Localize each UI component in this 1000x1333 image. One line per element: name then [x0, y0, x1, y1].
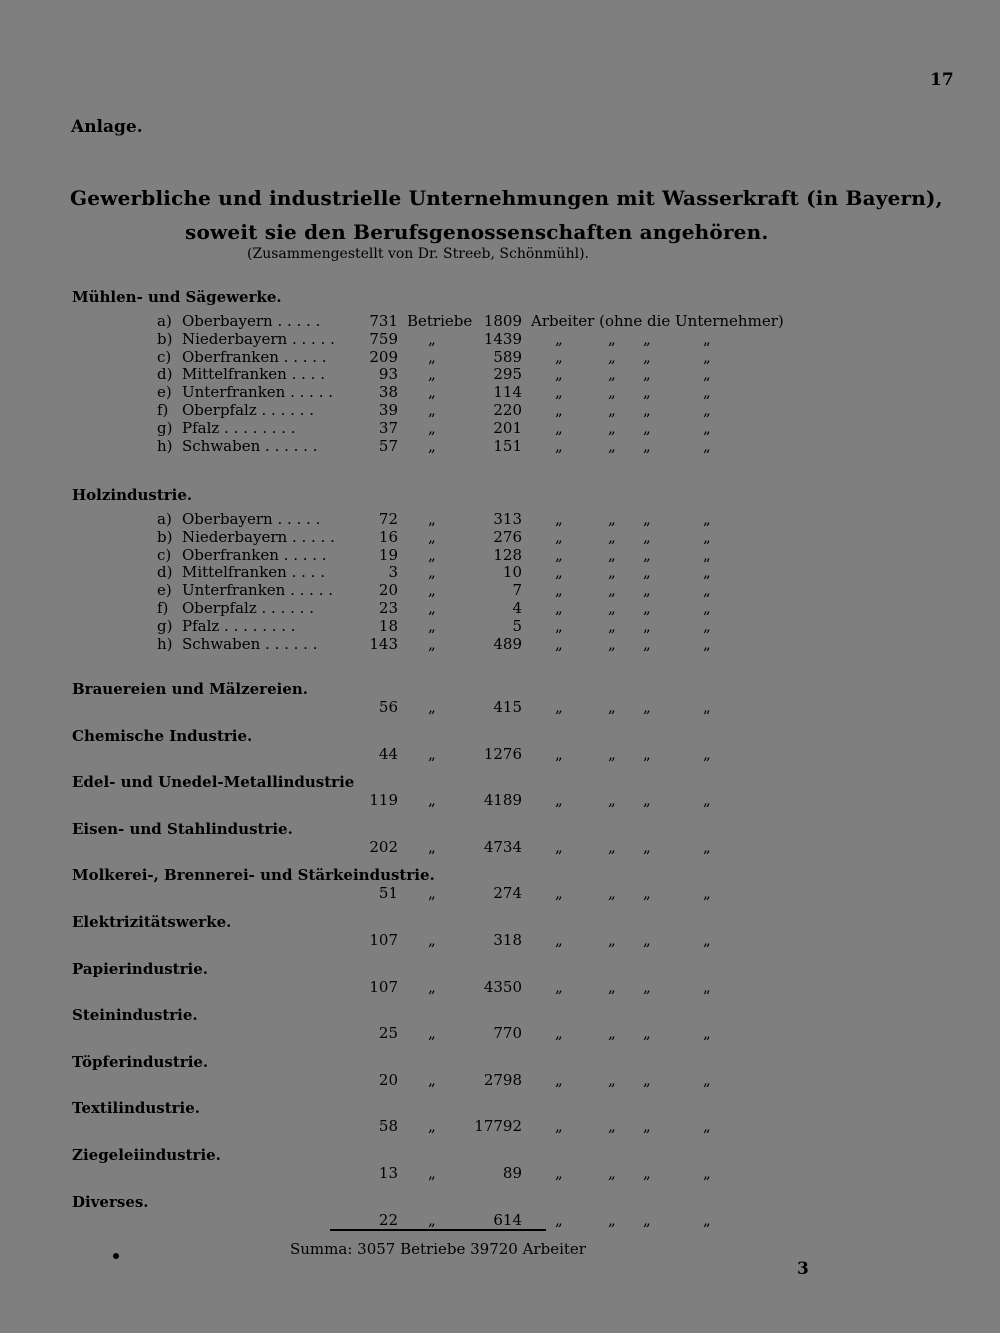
- ditto-mark: „: [703, 744, 711, 763]
- region-name: Pfalz . . . . . . . .: [182, 418, 296, 437]
- ditto-mark: „: [643, 1164, 651, 1182]
- region-name: Oberbayern . . . . .: [182, 510, 321, 528]
- ditto-mark: „: [643, 698, 651, 716]
- ditto-mark: „: [703, 1070, 711, 1089]
- arbeiter-value: 1439: [483, 329, 522, 348]
- betriebe-value: 209: [369, 347, 398, 366]
- ditto-mark: „: [555, 837, 563, 856]
- ditto-mark: „: [703, 365, 711, 384]
- ditto-mark: „: [428, 365, 436, 384]
- ditto-mark: „: [608, 698, 616, 716]
- arbeiter-value: 7: [512, 581, 522, 600]
- region-name: Schwaben . . . . . .: [182, 634, 318, 653]
- table-row: [0, 383, 1000, 401]
- industry-heading: Töpferindustrie.: [72, 1052, 209, 1071]
- row-letter: d): [157, 563, 173, 582]
- arbeiter-value: 295: [493, 365, 522, 384]
- ditto-mark: „: [428, 884, 436, 903]
- ditto-mark: „: [643, 581, 651, 600]
- region-name: Unterfranken . . . . .: [182, 581, 334, 600]
- ditto-mark: „: [555, 1117, 563, 1136]
- arbeiter-value: 415: [493, 698, 522, 716]
- ditto-mark: „: [608, 884, 616, 903]
- region-name: Mittelfranken . . . .: [182, 365, 325, 384]
- ditto-mark: „: [608, 837, 616, 856]
- table-row: [0, 1071, 1000, 1089]
- betriebe-value: 107: [369, 977, 398, 996]
- betriebe-value: 202: [369, 837, 398, 856]
- region-name: Niederbayern . . . . .: [182, 527, 335, 546]
- betriebe-value: 20: [378, 1070, 398, 1089]
- region-name: Unterfranken . . . . .: [182, 383, 334, 402]
- arbeiter-value: 114: [493, 383, 522, 402]
- ditto-mark: „: [428, 581, 436, 600]
- ditto-mark: „: [428, 931, 436, 949]
- ditto-mark: „: [643, 1070, 651, 1089]
- row-letter: a): [157, 510, 172, 528]
- table-row: [0, 745, 1000, 763]
- industry-heading: Chemische Industrie.: [72, 726, 253, 745]
- ditto-mark: „: [643, 837, 651, 856]
- ditto-mark: „: [703, 698, 711, 716]
- industry-heading: Textilindustrie.: [72, 1099, 200, 1118]
- ditto-mark: „: [555, 1164, 563, 1182]
- betriebe-value: 22: [378, 1210, 398, 1229]
- arbeiter-value: 1276: [483, 744, 522, 763]
- ditto-mark: „: [428, 329, 436, 348]
- page-title: Gewerbliche und industrielle Unternehmungen mit Wasserkraft (in Bayern),: [70, 186, 943, 210]
- ditto-mark: „: [608, 418, 616, 437]
- region-name: Niederbayern . . . . .: [182, 329, 335, 348]
- ditto-mark: „: [643, 418, 651, 437]
- betriebe-value: 25: [378, 1024, 398, 1043]
- arbeiter-value: 2798: [483, 1070, 522, 1089]
- ditto-mark: „: [608, 563, 616, 582]
- betriebe-value: 72: [378, 510, 398, 528]
- arbeiter-value: 318: [493, 931, 522, 949]
- ditto-mark: „: [555, 1070, 563, 1089]
- betriebe-value: 39: [378, 401, 398, 419]
- ditto-mark: „: [643, 347, 651, 366]
- table-row: [0, 791, 1000, 809]
- row-letter: c): [157, 347, 172, 366]
- ditto-mark: „: [703, 616, 711, 635]
- ditto-mark: „: [608, 1024, 616, 1043]
- table-row: [0, 1211, 1000, 1229]
- table-row: [0, 884, 1000, 902]
- ditto-mark: „: [643, 884, 651, 903]
- ditto-mark: „: [608, 365, 616, 384]
- industry-heading: Diverses.: [72, 1192, 149, 1211]
- ditto-mark: „: [643, 977, 651, 996]
- ditto-mark: „: [608, 383, 616, 402]
- table-row: [0, 365, 1000, 383]
- table-row: [0, 563, 1000, 581]
- industry-heading: Brauereien und Mälzereien.: [72, 680, 308, 698]
- industry-heading: Elektrizitätswerke.: [72, 913, 232, 931]
- ditto-mark: „: [555, 436, 563, 455]
- row-letter: e): [157, 383, 172, 402]
- betriebe-value: 13: [378, 1164, 398, 1182]
- ditto-mark: „: [608, 977, 616, 996]
- ditto-mark: „: [555, 510, 563, 528]
- ditto-mark: „: [643, 545, 651, 564]
- ditto-mark: „: [555, 581, 563, 600]
- ditto-mark: „: [703, 791, 711, 810]
- industry-heading: Steinindustrie.: [72, 1006, 198, 1025]
- betriebe-value: 20: [378, 581, 398, 600]
- ditto-mark: „: [555, 977, 563, 996]
- ditto-mark: „: [555, 698, 563, 716]
- ditto-mark: „: [703, 599, 711, 617]
- ditto-mark: „: [643, 931, 651, 949]
- table-row: [0, 838, 1000, 856]
- row-letter: c): [157, 545, 172, 564]
- ditto-mark: „: [703, 545, 711, 564]
- ditto-mark: „: [608, 1117, 616, 1136]
- ditto-mark: „: [428, 1117, 436, 1136]
- sum-rule: [330, 1229, 546, 1231]
- table-row: [0, 546, 1000, 564]
- ditto-mark: „: [428, 791, 436, 810]
- ditto-mark: „: [643, 744, 651, 763]
- region-name: Oberfranken . . . . .: [182, 545, 327, 564]
- arbeiter-value: 614: [493, 1210, 522, 1229]
- ditto-mark: „: [608, 599, 616, 617]
- ditto-mark: „: [428, 837, 436, 856]
- arbeiter-value: 489: [493, 634, 522, 653]
- ditto-mark: „: [428, 418, 436, 437]
- arbeiter-value: 274: [493, 884, 522, 903]
- ditto-mark: „: [643, 510, 651, 528]
- table-row: [0, 617, 1000, 635]
- row-letter: d): [157, 365, 173, 384]
- ditto-mark: „: [608, 616, 616, 635]
- page-title-line2: soweit sie den Berufsgenossenschaften angehören.: [185, 220, 769, 244]
- signature-mark: 3: [797, 1259, 809, 1279]
- section-heading-holz: Holzindustrie.: [72, 486, 193, 504]
- ditto-mark: „: [643, 1117, 651, 1136]
- industry-heading: Ziegeleiindustrie.: [72, 1146, 221, 1164]
- ditto-mark: „: [703, 401, 711, 419]
- arbeiter-value: 589: [493, 347, 522, 366]
- ditto-mark: „: [555, 634, 563, 653]
- arbeiter-value: 10: [502, 563, 522, 582]
- ditto-mark: „: [608, 527, 616, 546]
- row-letter: g): [157, 616, 173, 635]
- ditto-mark: „: [428, 510, 436, 528]
- row-letter: b): [157, 329, 173, 348]
- ditto-mark: „: [428, 1164, 436, 1182]
- betriebe-value: 58: [378, 1117, 398, 1136]
- ditto-mark: „: [703, 884, 711, 903]
- ditto-mark: „: [703, 347, 711, 366]
- industry-heading: Edel- und Unedel-Metallindustrie: [72, 773, 355, 792]
- ditto-mark: „: [643, 791, 651, 810]
- ditto-mark: „: [555, 563, 563, 582]
- arbeiter-value: 770: [493, 1024, 522, 1043]
- arbeiter-value: 5: [512, 616, 522, 635]
- page-subtitle: (Zusammengestellt von Dr. Streeb, Schönmühl).: [247, 246, 589, 262]
- region-name: Oberbayern . . . . .: [182, 312, 321, 330]
- annex-label: Anlage.: [71, 117, 143, 137]
- ditto-mark: „: [608, 581, 616, 600]
- region-name: Oberpfalz . . . . . .: [182, 599, 314, 617]
- betriebe-value: 51: [378, 884, 398, 903]
- ditto-mark: „: [555, 1024, 563, 1043]
- ditto-mark: „: [643, 599, 651, 617]
- ditto-mark: „: [643, 383, 651, 402]
- ink-dot: [113, 1253, 119, 1259]
- ditto-mark: „: [703, 931, 711, 949]
- ditto-mark: „: [643, 365, 651, 384]
- ditto-mark: „: [428, 744, 436, 763]
- betriebe-value: 759: [369, 329, 398, 348]
- ditto-mark: „: [608, 634, 616, 653]
- arbeiter-value: 313: [493, 510, 522, 528]
- ditto-mark: „: [608, 329, 616, 348]
- ditto-mark: „: [703, 837, 711, 856]
- ditto-mark: „: [608, 510, 616, 528]
- region-name: Schwaben . . . . . .: [182, 436, 318, 455]
- table-row: [0, 312, 1000, 330]
- table-row: [0, 330, 1000, 348]
- ditto-mark: „: [555, 527, 563, 546]
- ditto-mark: „: [555, 791, 563, 810]
- section-heading-muehlen: Mühlen- und Sägewerke.: [72, 288, 282, 306]
- table-row: [0, 437, 1000, 455]
- ditto-mark: „: [428, 698, 436, 716]
- ditto-mark: „: [643, 563, 651, 582]
- table-row: [0, 348, 1000, 366]
- industry-heading: Eisen- und Stahlindustrie.: [72, 819, 293, 838]
- ditto-mark: „: [428, 1210, 436, 1229]
- ditto-mark: „: [703, 1024, 711, 1043]
- ditto-mark: „: [703, 977, 711, 996]
- region-name: Oberfranken . . . . .: [182, 347, 327, 366]
- betriebe-value: 19: [378, 545, 398, 564]
- ditto-mark: „: [428, 599, 436, 617]
- table-row: [0, 419, 1000, 437]
- ditto-mark: „: [703, 634, 711, 653]
- table-row: [0, 978, 1000, 996]
- ditto-mark: „: [428, 977, 436, 996]
- table-row: [0, 510, 1000, 528]
- ditto-mark: „: [608, 1164, 616, 1182]
- betriebe-value: 38: [378, 383, 398, 402]
- betriebe-value: 44: [378, 744, 398, 763]
- summa-line: Summa: 3057 Betriebe 39720 Arbeiter: [290, 1240, 586, 1258]
- ditto-mark: „: [703, 1210, 711, 1229]
- ditto-mark: „: [555, 347, 563, 366]
- ditto-mark: „: [703, 581, 711, 600]
- table-row: [0, 635, 1000, 653]
- arbeiter-value: 4350: [483, 977, 522, 996]
- ditto-mark: „: [703, 527, 711, 546]
- ditto-mark: „: [428, 527, 436, 546]
- ditto-mark: „: [643, 1210, 651, 1229]
- arbeiter-value: 151: [493, 436, 522, 455]
- ditto-mark: „: [703, 329, 711, 348]
- ditto-mark: „: [608, 931, 616, 949]
- table-row: [0, 1117, 1000, 1135]
- ditto-mark: „: [608, 401, 616, 419]
- ditto-mark: „: [703, 383, 711, 402]
- arbeiter-value: 17792: [474, 1117, 522, 1136]
- ditto-mark: „: [703, 436, 711, 455]
- betriebe-value: 18: [378, 616, 398, 635]
- arbeiter-value: 201: [493, 418, 522, 437]
- table-row: [0, 698, 1000, 716]
- ditto-mark: „: [428, 401, 436, 419]
- betriebe-value: 731: [369, 312, 398, 330]
- ditto-mark: „: [428, 436, 436, 455]
- ditto-mark: „: [555, 418, 563, 437]
- region-name: Pfalz . . . . . . . .: [182, 616, 296, 635]
- ditto-mark: „: [608, 1210, 616, 1229]
- ditto-mark: „: [555, 744, 563, 763]
- betriebe-label: Betriebe: [407, 312, 473, 330]
- table-row: [0, 581, 1000, 599]
- ditto-mark: „: [428, 634, 436, 653]
- arbeiter-value: 276: [493, 527, 522, 546]
- arbeiter-value: 220: [493, 401, 522, 419]
- ditto-mark: „: [555, 599, 563, 617]
- ditto-mark: „: [428, 1024, 436, 1043]
- betriebe-value: 56: [378, 698, 398, 716]
- arbeiter-value: 89: [502, 1164, 522, 1182]
- table-row: [0, 528, 1000, 546]
- region-name: Mittelfranken . . . .: [182, 563, 325, 582]
- industry-heading: Papierindustrie.: [72, 959, 208, 978]
- ditto-mark: „: [428, 545, 436, 564]
- ditto-mark: „: [608, 744, 616, 763]
- ditto-mark: „: [555, 383, 563, 402]
- row-letter: h): [157, 634, 173, 653]
- betriebe-value: 3: [388, 563, 398, 582]
- industry-heading: Molkerei-, Brennerei- und Stärkeindustrie.: [72, 866, 435, 885]
- betriebe-value: 107: [369, 931, 398, 949]
- betriebe-value: 143: [369, 634, 398, 653]
- ditto-mark: „: [643, 436, 651, 455]
- ditto-mark: „: [428, 347, 436, 366]
- ditto-mark: „: [608, 436, 616, 455]
- ditto-mark: „: [643, 634, 651, 653]
- betriebe-value: 57: [378, 436, 398, 455]
- ditto-mark: „: [643, 527, 651, 546]
- region-name: Oberpfalz . . . . . .: [182, 401, 314, 419]
- row-letter: b): [157, 527, 173, 546]
- betriebe-value: 16: [378, 527, 398, 546]
- table-row: [0, 1024, 1000, 1042]
- arbeiter-value: 128: [493, 545, 522, 564]
- ditto-mark: „: [428, 563, 436, 582]
- ditto-mark: „: [703, 1117, 711, 1136]
- arbeiter-label: Arbeiter (ohne die Unternehmer): [531, 312, 784, 330]
- betriebe-value: 37: [378, 418, 398, 437]
- ditto-mark: „: [428, 616, 436, 635]
- ditto-mark: „: [555, 401, 563, 419]
- ditto-mark: „: [703, 563, 711, 582]
- arbeiter-value: 4189: [483, 791, 522, 810]
- ditto-mark: „: [555, 1210, 563, 1229]
- row-letter: g): [157, 418, 173, 437]
- ditto-mark: „: [643, 401, 651, 419]
- ditto-mark: „: [555, 365, 563, 384]
- ditto-mark: „: [555, 884, 563, 903]
- row-letter: f): [157, 401, 169, 419]
- table-row: [0, 401, 1000, 419]
- row-letter: f): [157, 599, 169, 617]
- ditto-mark: „: [608, 791, 616, 810]
- ditto-mark: „: [555, 545, 563, 564]
- ditto-mark: „: [643, 616, 651, 635]
- ditto-mark: „: [608, 1070, 616, 1089]
- row-letter: a): [157, 312, 172, 330]
- ditto-mark: „: [703, 418, 711, 437]
- ditto-mark: „: [643, 1024, 651, 1043]
- row-letter: e): [157, 581, 172, 600]
- ditto-mark: „: [703, 1164, 711, 1182]
- ditto-mark: „: [555, 931, 563, 949]
- betriebe-value: 23: [378, 599, 398, 617]
- arbeiter-value: 4734: [483, 837, 522, 856]
- arbeiter-value: 1809: [483, 312, 522, 330]
- ditto-mark: „: [643, 329, 651, 348]
- betriebe-value: 119: [369, 791, 398, 810]
- table-row: [0, 931, 1000, 949]
- arbeiter-value: 4: [512, 599, 522, 617]
- ditto-mark: „: [703, 510, 711, 528]
- table-row: [0, 599, 1000, 617]
- row-letter: h): [157, 436, 173, 455]
- ditto-mark: „: [428, 383, 436, 402]
- page-number: 17: [930, 70, 954, 90]
- ditto-mark: „: [555, 616, 563, 635]
- ditto-mark: „: [608, 545, 616, 564]
- ditto-mark: „: [555, 329, 563, 348]
- ditto-mark: „: [428, 1070, 436, 1089]
- ditto-mark: „: [608, 347, 616, 366]
- table-row: [0, 1164, 1000, 1182]
- betriebe-value: 93: [378, 365, 398, 384]
